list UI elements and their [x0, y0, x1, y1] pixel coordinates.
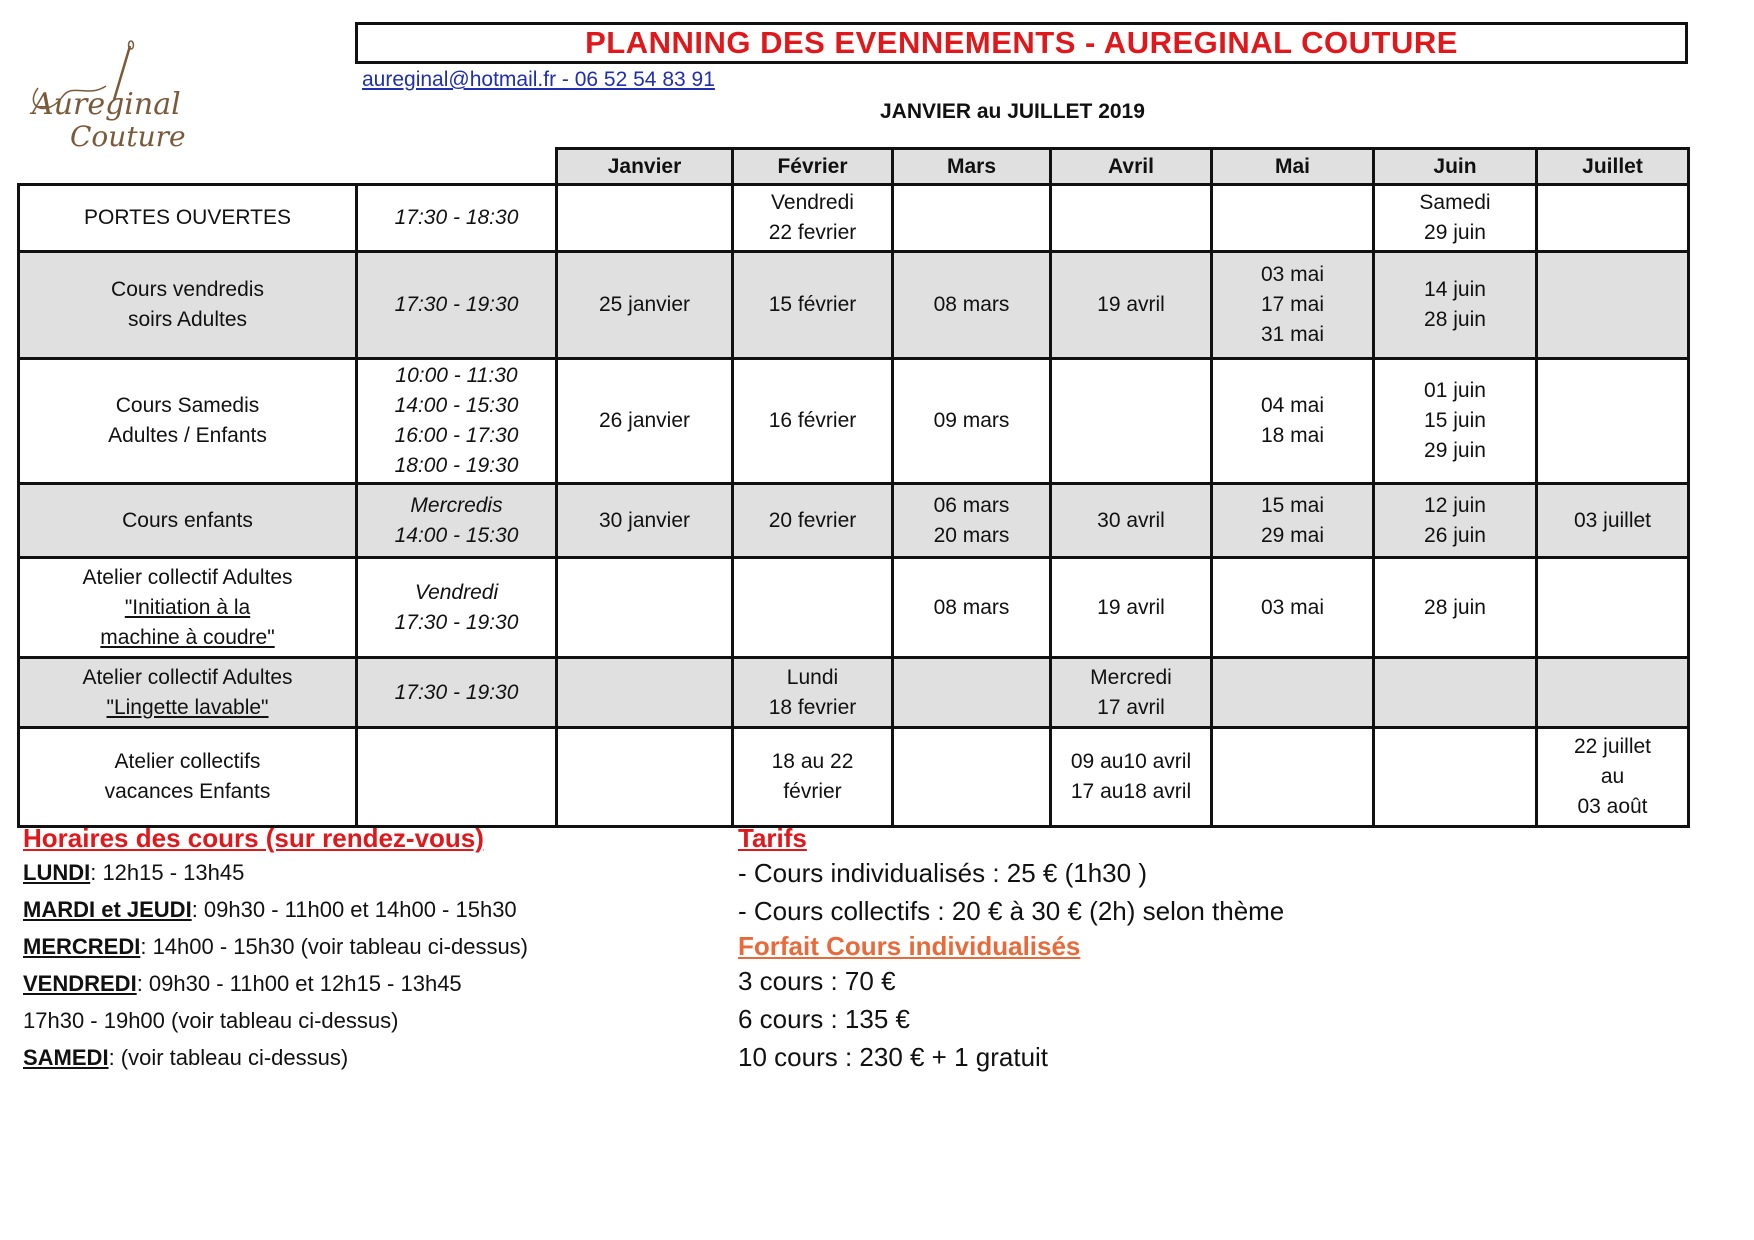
table-cell: 03 mai 17 mai 31 mai — [1212, 252, 1374, 359]
row-time — [357, 728, 557, 827]
table-cell — [1374, 728, 1537, 827]
row-label: PORTES OUVERTES — [19, 185, 357, 252]
table-cell: 09 mars — [893, 359, 1051, 484]
month-header: Mars — [893, 149, 1051, 185]
table-cell — [1051, 185, 1212, 252]
table-cell — [1537, 558, 1689, 658]
table-row — [19, 728, 1689, 827]
table-cell: 28 juin — [1374, 558, 1537, 658]
forfait-line: 6 cours : 135 € — [738, 1004, 910, 1034]
hours-section — [23, 822, 703, 1076]
table-row — [19, 359, 1689, 484]
row-time: 17:30 - 19:30 — [357, 252, 557, 359]
table-cell: Samedi 29 juin — [1374, 185, 1537, 252]
row-label: Atelier collectifs vacances Enfants — [19, 728, 357, 827]
table-row — [19, 484, 1689, 558]
tarifs-section — [738, 822, 1638, 1076]
table-cell: 03 mai — [1212, 558, 1374, 658]
hours-line: VENDREDI: 09h30 - 11h00 et 12h15 - 13h45 — [23, 971, 462, 996]
tarif-line: - Cours collectifs : 20 € à 30 € (2h) selon thème — [738, 896, 1285, 926]
table-row — [19, 658, 1689, 728]
hours-line: 17h30 - 19h00 (voir tableau ci-dessus) — [23, 1008, 399, 1033]
table-cell: 16 février — [733, 359, 893, 484]
month-header: Février — [733, 149, 893, 185]
row-time: 17:30 - 18:30 — [357, 185, 557, 252]
table-cell — [1537, 658, 1689, 728]
table-cell: 25 janvier — [557, 252, 733, 359]
row-time: Vendredi 17:30 - 19:30 — [357, 558, 557, 658]
planning-table — [17, 147, 1690, 828]
row-time: 17:30 - 19:30 — [357, 658, 557, 728]
hours-title: Horaires des cours (sur rendez-vous) — [23, 823, 484, 853]
table-cell — [1051, 359, 1212, 484]
row-label: Atelier collectif Adultes "Initiation à la machine à coudre" — [19, 558, 357, 658]
table-cell: 14 juin 28 juin — [1374, 252, 1537, 359]
table-cell — [1374, 658, 1537, 728]
table-cell: 01 juin 15 juin 29 juin — [1374, 359, 1537, 484]
table-cell — [557, 185, 733, 252]
month-header: Janvier — [557, 149, 733, 185]
table-cell: 09 au10 avril 17 au18 avril — [1051, 728, 1212, 827]
forfait-line: 10 cours : 230 € + 1 gratuit — [738, 1042, 1049, 1072]
table-cell — [557, 728, 733, 827]
tarifs-title: Tarifs — [738, 823, 807, 853]
month-header: Juin — [1374, 149, 1537, 185]
table-cell — [893, 658, 1051, 728]
table-cell — [733, 558, 893, 658]
aureginal-logo — [18, 38, 188, 158]
table-cell: 22 juillet au 03 août — [1537, 728, 1689, 827]
table-cell: 15 mai 29 mai — [1212, 484, 1374, 558]
table-cell: 08 mars — [893, 558, 1051, 658]
table-row — [19, 558, 1689, 658]
hours-line: MERCREDI: 14h00 - 15h30 (voir tableau ci-dessus) — [23, 934, 529, 959]
table-cell: 19 avril — [1051, 252, 1212, 359]
forfait-line: 3 cours : 70 € — [738, 966, 896, 996]
tarif-line: - Cours individualisés : 25 € (1h30 ) — [738, 858, 1147, 888]
hours-line: LUNDI: 12h15 - 13h45 — [23, 860, 245, 885]
hours-line: MARDI et JEUDI: 09h30 - 11h00 et 14h00 - 15h30 — [23, 897, 517, 922]
table-cell — [557, 658, 733, 728]
table-cell: 19 avril — [1051, 558, 1212, 658]
month-header: Mai — [1212, 149, 1374, 185]
table-cell: 04 mai 18 mai — [1212, 359, 1374, 484]
table-cell: 06 mars 20 mars — [893, 484, 1051, 558]
forfait-title: Forfait Cours individualisés — [738, 931, 1081, 961]
table-cell: 18 au 22 février — [733, 728, 893, 827]
row-label: Cours vendredis soirs Adultes — [19, 252, 357, 359]
row-time: Mercredis 14:00 - 15:30 — [357, 484, 557, 558]
header-spacer — [357, 149, 557, 185]
row-label: Cours enfants — [19, 484, 357, 558]
table-cell: 30 avril — [1051, 484, 1212, 558]
table-cell — [893, 185, 1051, 252]
table-cell: Vendredi 22 fevrier — [733, 185, 893, 252]
logo-text-couture: Couture — [70, 120, 186, 153]
period-label: JANVIER au JUILLET 2019 — [880, 100, 1145, 123]
table-row — [19, 185, 1689, 252]
table-cell: Lundi 18 fevrier — [733, 658, 893, 728]
table-cell: 15 février — [733, 252, 893, 359]
contact-link[interactable]: aureginal@hotmail.fr - 06 52 54 83 91 — [362, 68, 715, 91]
table-cell: 20 fevrier — [733, 484, 893, 558]
table-cell: 12 juin 26 juin — [1374, 484, 1537, 558]
table-cell — [1537, 185, 1689, 252]
table-cell: 03 juillet — [1537, 484, 1689, 558]
table-cell — [1212, 658, 1374, 728]
month-header: Avril — [1051, 149, 1212, 185]
table-cell — [1537, 252, 1689, 359]
table-cell — [893, 728, 1051, 827]
table-cell: 08 mars — [893, 252, 1051, 359]
months-header-row — [19, 149, 1689, 185]
table-cell — [557, 558, 733, 658]
table-cell — [1212, 728, 1374, 827]
table-cell: 26 janvier — [557, 359, 733, 484]
logo-text-aureginal: Aureginal — [32, 87, 181, 122]
month-header: Juillet — [1537, 149, 1689, 185]
table-cell — [1537, 359, 1689, 484]
row-label: Cours Samedis Adultes / Enfants — [19, 359, 357, 484]
table-row — [19, 252, 1689, 359]
row-time: 10:00 - 11:30 14:00 - 15:30 16:00 - 17:30 18:00 - 19:30 — [357, 359, 557, 484]
table-cell: 30 janvier — [557, 484, 733, 558]
table-cell: Mercredi 17 avril — [1051, 658, 1212, 728]
table-cell — [1212, 185, 1374, 252]
row-label: Atelier collectif Adultes "Lingette lavable" — [19, 658, 357, 728]
hours-line: SAMEDI: (voir tableau ci-dessus) — [23, 1045, 349, 1070]
header-spacer — [19, 149, 357, 185]
page-title: PLANNING DES EVENNEMENTS - AUREGINAL COUTURE — [355, 22, 1688, 64]
